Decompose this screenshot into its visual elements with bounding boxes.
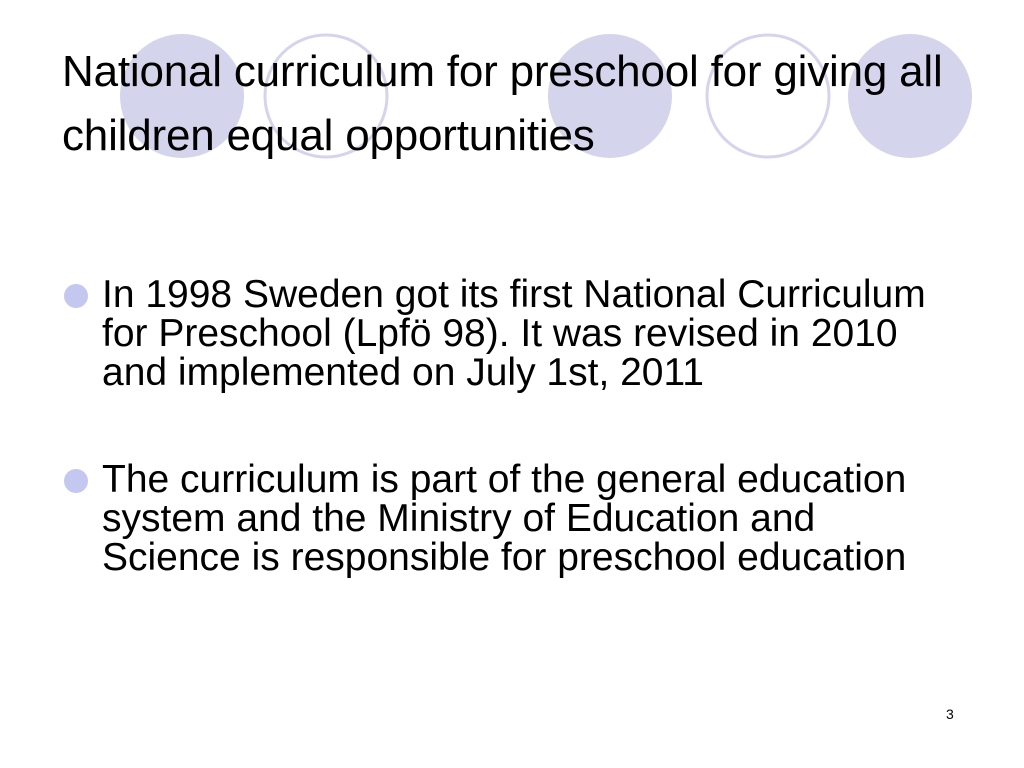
bullet-dot-icon	[64, 284, 88, 308]
page-number: 3	[946, 706, 954, 722]
bullet-text: The curriculum is part of the general education system and the Ministry of Education and Science is responsible for preschool education	[102, 458, 907, 579]
bullet-text: In 1998 Sweden got its first National Curriculum for Preschool (Lpfö 98). It was revised in 2010 and implemented on July 1st, 2011	[102, 273, 926, 394]
bullet-item	[62, 275, 962, 392]
bullet-dot-icon	[64, 469, 88, 493]
bullet-item	[62, 460, 962, 577]
bullet-list	[62, 275, 962, 577]
slide-title: National curriculum for preschool for giving all children equal opportunities	[62, 47, 943, 160]
